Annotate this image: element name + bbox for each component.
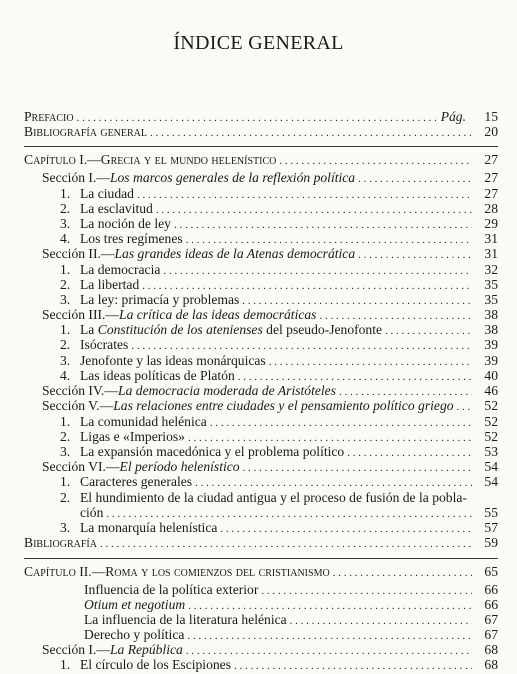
toc-subitem: 1. La comunidad helénica . . . 52 bbox=[60, 414, 498, 431]
entry-label: Prefacio bbox=[24, 109, 74, 124]
page-number: 68 bbox=[484, 642, 498, 657]
toc-subitem: 1. Caracteres generales . . . 54 bbox=[60, 474, 498, 491]
toc-subitem: 1. La ciudad . . . 27 bbox=[60, 186, 498, 203]
toc-topic: Influencia de la política exterior . . . 66 bbox=[84, 582, 498, 599]
toc-section-1 bbox=[42, 170, 498, 187]
divider bbox=[24, 558, 498, 559]
page-number: 53 bbox=[484, 444, 498, 459]
toc-topic: Otium et negotium . . . 66 bbox=[84, 597, 498, 614]
page-number: 38 bbox=[484, 307, 498, 322]
toc-entry-chapter-2 bbox=[24, 564, 498, 581]
toc-section-5 bbox=[42, 398, 498, 415]
toc-subitem: 1. La Constitución de los atenienses del pseudo-Jenofonte . . . 38 bbox=[60, 322, 498, 339]
toc-topic: La influencia de la literatura helénica . . . 67 bbox=[84, 612, 498, 629]
toc-subitem: 4. Las ideas políticas de Platón . . . 40 bbox=[60, 368, 498, 385]
divider bbox=[24, 146, 498, 147]
toc-subitem: 3. La ley: primacía y problemas . . . 35 bbox=[60, 292, 498, 309]
toc-subitem: 2. El hundimiento de la ciudad antigua y el proceso de fusión de la pobla- bbox=[60, 490, 467, 505]
page-number: 32 bbox=[484, 262, 498, 277]
toc-subitem-continued: ción . . . 55 bbox=[60, 505, 498, 522]
page-number: 27 bbox=[484, 186, 498, 201]
page-number: 54 bbox=[484, 474, 498, 489]
page-number: 54 bbox=[484, 459, 498, 474]
section-heading: Sección II.—Las grandes ideas de la Atenas democrática bbox=[42, 246, 356, 261]
page-number: 46 bbox=[484, 383, 498, 398]
entry-label: Bibliografía general bbox=[24, 124, 148, 139]
page-number: 27 bbox=[484, 152, 498, 167]
page-number: 66 bbox=[484, 582, 498, 597]
page-number: 57 bbox=[484, 520, 498, 535]
section-heading: Sección IV.—La democracia moderada de Aristóteles bbox=[42, 383, 336, 398]
section-heading: Sección VI.—El período helenístico bbox=[42, 459, 240, 474]
page-number: 35 bbox=[484, 277, 498, 292]
section-heading: Sección I.—Los marcos generales de la reflexión política bbox=[42, 170, 356, 185]
page-number: 39 bbox=[484, 337, 498, 352]
toc-topic: Derecho y política . . . 67 bbox=[84, 627, 498, 644]
toc-subitem: 4. Los tres regímenes . . . 31 bbox=[60, 231, 498, 248]
toc-subitem: 3. La expansión macedónica y el problema político . . . 53 bbox=[60, 444, 498, 461]
toc-entry-bibliografia-general bbox=[24, 124, 498, 141]
toc-entry-bibliografia bbox=[24, 535, 498, 552]
entry-label: Bibliografía bbox=[24, 535, 97, 550]
page-number: 67 bbox=[484, 612, 498, 627]
toc-subitem: 1. La democracia . . . 32 bbox=[60, 262, 498, 279]
page-number: 52 bbox=[484, 414, 498, 429]
page-number: 27 bbox=[484, 170, 498, 185]
page-number: 52 bbox=[484, 398, 498, 413]
section-heading: Sección V.—Las relaciones entre ciudades y el pensamiento político griego bbox=[42, 398, 454, 413]
toc-subitem: 1. El círculo de los Escipiones . . . 68 bbox=[60, 657, 498, 674]
page-number: 31 bbox=[484, 231, 498, 246]
section-heading: Sección I.—La República bbox=[42, 642, 183, 657]
page-number: 65 bbox=[484, 564, 498, 579]
leader-dots bbox=[358, 171, 472, 187]
page-number: 67 bbox=[484, 627, 498, 642]
page-title: ÍNDICE GENERAL bbox=[173, 32, 344, 54]
page-number: 55 bbox=[484, 505, 498, 520]
page-number: 40 bbox=[484, 368, 498, 383]
page-number: 15 bbox=[484, 109, 498, 124]
chapter-title: Capítulo II.—Roma y los comienzos del cristianismo bbox=[24, 564, 330, 579]
leader-dots bbox=[150, 125, 472, 141]
page-number: 31 bbox=[484, 246, 498, 261]
page-number: 29 bbox=[484, 216, 498, 231]
leader-dots bbox=[279, 153, 472, 169]
page-number: 38 bbox=[484, 322, 498, 337]
toc-section-2 bbox=[42, 246, 498, 263]
toc-subitem: 2. Ligas e «Imperios» . . . 52 bbox=[60, 429, 498, 446]
toc-subitem: 3. La noción de ley . . . 29 bbox=[60, 216, 498, 233]
toc-subitem: 2. Isócrates . . . 39 bbox=[60, 337, 498, 354]
toc-subitem: 2. La esclavitud . . . 28 bbox=[60, 201, 498, 218]
chapter-title: Capítulo I.—Grecia y el mundo helenístico bbox=[24, 152, 277, 167]
page-number: 35 bbox=[484, 292, 498, 307]
section-heading: Sección III.—La crítica de las ideas democráticas bbox=[42, 307, 317, 322]
page-number: 39 bbox=[484, 353, 498, 368]
toc-subitem: 2. La libertad . . . 35 bbox=[60, 277, 498, 294]
toc-entry-chapter-1 bbox=[24, 152, 498, 169]
toc-subitem: 3. La monarquía helenística . . . 57 bbox=[60, 520, 498, 537]
page-number: 59 bbox=[484, 535, 498, 550]
toc-subitem: 3. Jenofonte y las ideas monárquicas . . . 39 bbox=[60, 353, 498, 370]
page-number: 28 bbox=[484, 201, 498, 216]
page-number: 68 bbox=[484, 657, 498, 672]
page-abbrev: Pág. bbox=[440, 109, 466, 124]
page-number: 52 bbox=[484, 429, 498, 444]
page-number: 20 bbox=[484, 124, 498, 139]
page-number: 66 bbox=[484, 597, 498, 612]
